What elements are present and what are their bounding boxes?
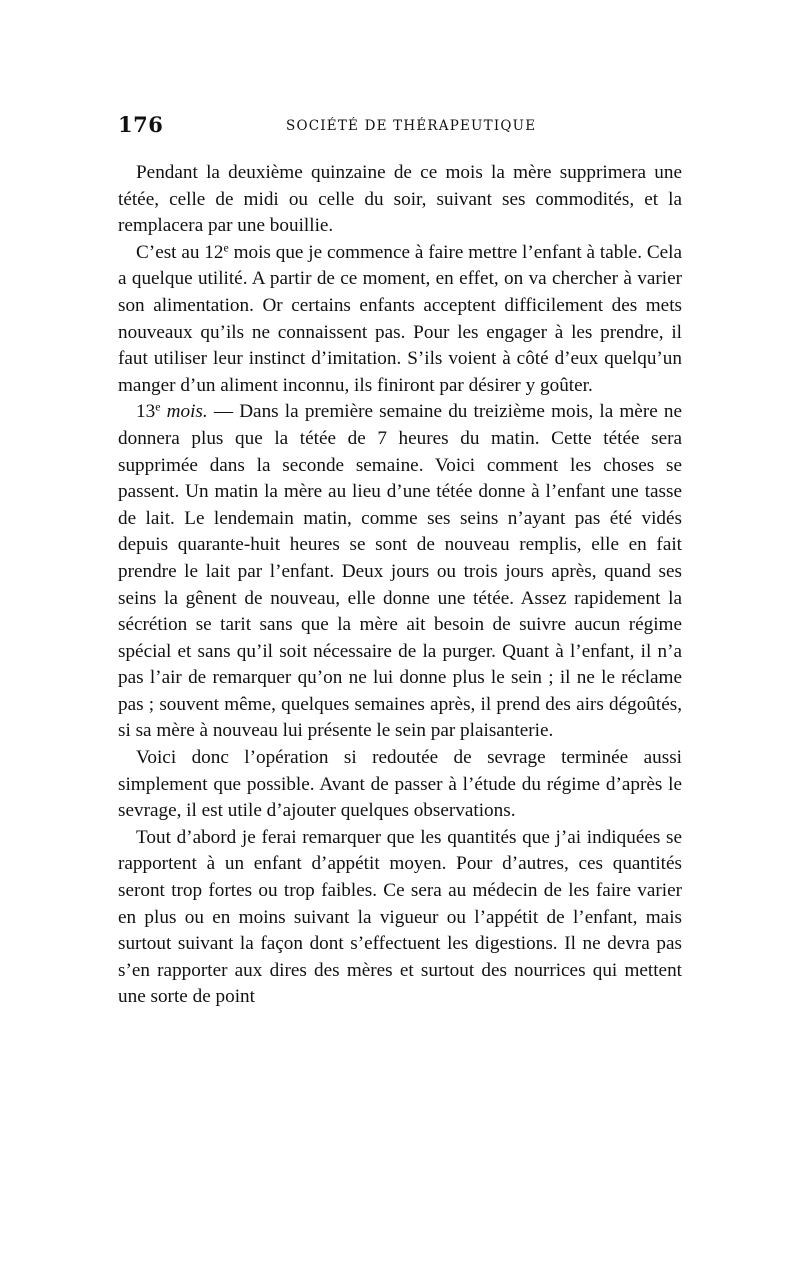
page-number: 176 (118, 112, 164, 137)
paragraph-text: Voici donc l’opération si redoutée de sevrage terminée aussi simplement que possible. Avant de passer à l’étude du régime d’après le sevrage, il est utile d’ajouter quelques observations. (118, 747, 682, 822)
paragraph-text: Tout d’abord je ferai remarquer que les quantités que j’ai indiquées se rapportent à un enfant d’appétit moyen. Pour d’autres, ces quantités seront trop fortes ou trop faibles. Ce sera au médecin de les faire varier en plus ou en moins suivant la vigueur ou l’appétit de l’enfant, mais surtout suivant la façon dont s’effectuent les digestions. Il ne devra pas s’en rapporter aux dires des mères et surtout des nourrices qui mettent une sorte de point (118, 826, 682, 1008)
paragraph-text-rest: mois que je commence à faire mettre l’enfant à table. Cela a quelque utilité. A partir de ce moment, en effet, on va chercher à varier son alimentation. Or certains enfants acceptent difficilement des mets nouveaux qu’ils ne connaissent pas. Pour les engager à les prendre, il faut utiliser leur instinct d’imitation. S’ils voient à côté d’eux quelqu’un manger d’un aliment inconnu, ils finiront par désirer y goûter. (118, 241, 682, 396)
running-head (118, 112, 682, 142)
paragraph-5 (118, 825, 682, 1011)
paragraph-4 (118, 745, 682, 825)
paragraph-1 (118, 160, 682, 240)
paragraph-text-start: C’est au 12 (136, 241, 224, 263)
superscript: e (223, 240, 229, 255)
book-page (118, 112, 682, 1011)
superscript: e (155, 399, 161, 414)
paragraph-text-rest: — Dans la première semaine du treizième mois, la mère ne donnera plus que la tétée de 7 heures du matin. Cette tétée sera supprimée dans la seconde semaine. Voici comment les choses se passent. Un matin la mère au lieu d’une tétée donne à l’enfant une tasse de lait. Le lendemain matin, comme ses seins n’ayant pas été vidés depuis quarante-huit heures se sont de nouveau remplis, elle en fait prendre le lait par l’enfant. Deux jours ou trois jours après, quand ses seins la gênent de nouveau, elle donne une tétée. Assez rapidement la sécrétion se tarit sans que la mère ait besoin de suivre aucun régime spécial et sans qu’il soit nécessaire de la purger. Quant à l’enfant, il n’a pas l’air de remarquer qu’on ne lui donne plus le sein ; il ne le réclame pas ; souvent même, quelques semaines après, il prend des airs dégoûtés, si sa mère à nouveau lui présente le sein par plaisanterie. (118, 401, 682, 742)
paragraph-text: Pendant la deuxième quinzaine de ce mois la mère supprimera une tétée, celle de midi ou celle du soir, suivant ses commodités, et la remplacera par une bouillie. (118, 162, 682, 237)
section-number: 13 (136, 401, 156, 423)
section-label: mois. (160, 401, 208, 423)
running-title: SOCIÉTÉ DE THÉRAPEUTIQUE (286, 118, 537, 134)
paragraph-2 (118, 240, 682, 400)
body-text (118, 160, 682, 1011)
paragraph-3 (118, 399, 682, 745)
